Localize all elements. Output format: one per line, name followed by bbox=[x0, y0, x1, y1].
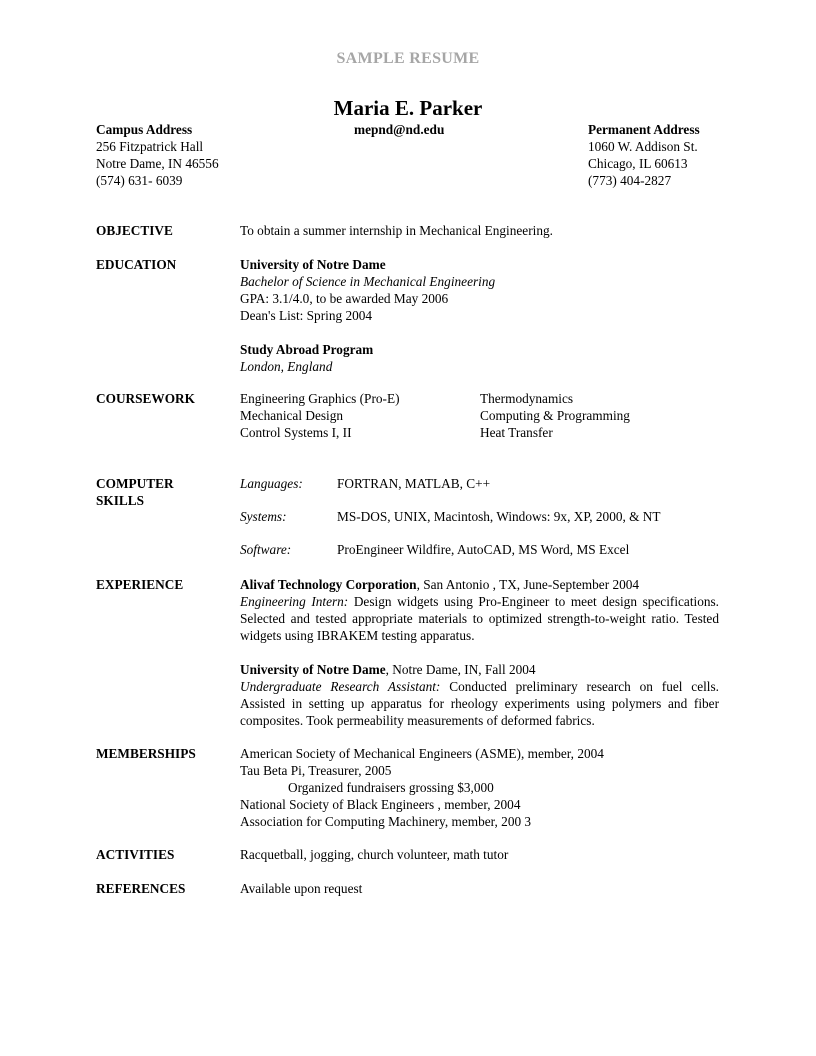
computer-skills-label bbox=[96, 475, 226, 509]
course-item: Control Systems I, II bbox=[240, 425, 352, 440]
job-title: Undergraduate Research Assistant: bbox=[240, 679, 441, 694]
campus-address-line2: Notre Dame, IN 46556 bbox=[96, 156, 219, 171]
membership-item: Organized fundraisers grossing $3,000 bbox=[288, 780, 494, 795]
education-school: University of Notre Dame bbox=[240, 257, 386, 272]
job-header bbox=[240, 576, 719, 593]
computer-skills-list bbox=[240, 475, 719, 574]
email-block bbox=[354, 121, 444, 138]
course-item: Heat Transfer bbox=[480, 425, 553, 440]
skill-row-software bbox=[240, 541, 719, 558]
objective-label: OBJECTIVE bbox=[96, 223, 173, 238]
coursework-label: COURSEWORK bbox=[96, 391, 195, 406]
permanent-address-title: Permanent Address bbox=[588, 122, 700, 137]
skill-key: Languages: bbox=[240, 476, 303, 491]
skill-key: Software: bbox=[240, 542, 292, 557]
education-gpa: GPA: 3.1/4.0, to be awarded May 2006 bbox=[240, 291, 449, 306]
education-deans-list: Dean's List: Spring 2004 bbox=[240, 308, 373, 323]
campus-phone: (574) 631- 6039 bbox=[96, 173, 183, 188]
study-abroad-location: London, England bbox=[240, 359, 333, 374]
references-text: Available upon request bbox=[240, 881, 363, 896]
course-item: Thermodynamics bbox=[480, 391, 574, 406]
experience-section bbox=[240, 576, 719, 729]
membership-item: American Society of Mechanical Engineers (ASME), member, 2004 bbox=[240, 746, 604, 761]
permanent-address-line2: Chicago, IL 60613 bbox=[588, 156, 688, 171]
email-address[interactable]: mepnd@nd.edu bbox=[354, 122, 445, 137]
education-section bbox=[240, 256, 719, 375]
memberships-label: MEMBERSHIPS bbox=[96, 746, 196, 761]
skill-value: FORTRAN, MATLAB, C++ bbox=[337, 476, 491, 491]
job-description-text: Conducted preliminary research on fuel cells. Assisted in setting up apparatus for rheology experiments using polymers and fiber composites. Took permeability measurements of deformed fabrics. bbox=[240, 679, 719, 728]
job-details: , San Antonio , TX, June-September 2004 bbox=[416, 577, 640, 592]
experience-label: EXPERIENCE bbox=[96, 577, 184, 592]
campus-address-title: Campus Address bbox=[96, 122, 193, 137]
activities-text: Racquetball, jogging, church volunteer, math tutor bbox=[240, 847, 509, 862]
permanent-address-block bbox=[588, 121, 700, 189]
permanent-address-line1: 1060 W. Addison St. bbox=[588, 139, 698, 154]
membership-item: Association for Computing Machinery, member, 200 3 bbox=[240, 814, 532, 829]
course-item: Computing & Programming bbox=[480, 408, 630, 423]
education-label: EDUCATION bbox=[96, 257, 177, 272]
references-label: REFERENCES bbox=[96, 881, 186, 896]
job-description bbox=[240, 593, 719, 644]
coursework-row bbox=[240, 390, 719, 407]
permanent-phone: (773) 404-2827 bbox=[588, 173, 672, 188]
computer-skills-label-line1: COMPUTER bbox=[96, 476, 174, 491]
skill-row-systems bbox=[240, 508, 719, 525]
objective-section bbox=[240, 222, 719, 239]
course-item: Mechanical Design bbox=[240, 408, 344, 423]
coursework-row bbox=[240, 407, 719, 424]
job-details: , Notre Dame, IN, Fall 2004 bbox=[385, 662, 536, 677]
skill-key: Systems: bbox=[240, 509, 287, 524]
memberships-section bbox=[240, 745, 719, 830]
candidate-name: Maria E. Parker bbox=[333, 96, 483, 120]
computer-skills-label-line2: SKILLS bbox=[96, 493, 145, 508]
education-degree: Bachelor of Science in Mechanical Engineering bbox=[240, 274, 496, 289]
coursework-row bbox=[240, 424, 719, 441]
job-employer: University of Notre Dame bbox=[240, 662, 386, 677]
activities-label: ACTIVITIES bbox=[96, 847, 175, 862]
skill-row-languages bbox=[240, 475, 719, 492]
activities-section bbox=[240, 846, 719, 863]
skill-value: MS-DOS, UNIX, Macintosh, Windows: 9x, XP, 2000, & NT bbox=[337, 509, 661, 524]
objective-text: To obtain a summer internship in Mechanical Engineering. bbox=[240, 223, 553, 238]
campus-address-line1: 256 Fitzpatrick Hall bbox=[96, 139, 204, 154]
references-section bbox=[240, 880, 719, 897]
membership-item: National Society of Black Engineers , member, 2004 bbox=[240, 797, 521, 812]
study-abroad-title: Study Abroad Program bbox=[240, 342, 374, 357]
job-description-text: Design widgets using Pro-Engineer to meet design specifications. Selected and tested appropriate materials to optimized strength-to-weight ratio. Tested widgets using IBRAKEM testing apparatus. bbox=[240, 594, 719, 643]
skill-value: ProEngineer Wildfire, AutoCAD, MS Word, MS Excel bbox=[337, 542, 630, 557]
sample-resume-heading: SAMPLE RESUME bbox=[336, 50, 480, 67]
campus-address-block bbox=[96, 121, 219, 189]
job-employer: Alivaf Technology Corporation bbox=[240, 577, 417, 592]
job-header bbox=[240, 661, 719, 678]
job-description bbox=[240, 678, 719, 729]
course-item: Engineering Graphics (Pro-E) bbox=[240, 391, 400, 406]
membership-item: Tau Beta Pi, Treasurer, 2005 bbox=[240, 763, 392, 778]
job-title: Engineering Intern: bbox=[240, 594, 349, 609]
coursework-list bbox=[240, 390, 719, 441]
